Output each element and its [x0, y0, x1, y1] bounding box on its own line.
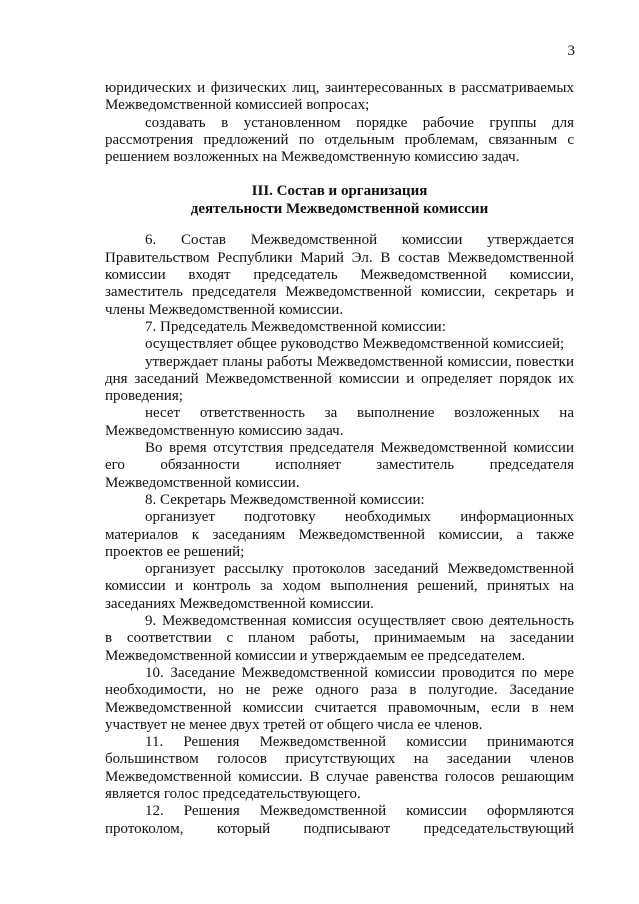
paragraph-clause-9: 9. Межведомственная комиссия осуществляет свою деятельность в соответствии с планом работы, принимаемым на заседании Межведомственной комиссии и утверждаемым ее председателем.: [105, 613, 574, 664]
paragraph: утверждает планы работы Межведомственной комиссии, повестки дня заседаний Межведомственной комиссии и определяет порядок их проведения;: [105, 353, 574, 405]
paragraph-clause-11: 11. Решения Межведомственной комиссии принимаются большинством голосов присутствующих на заседании членов Межведомственной комиссии. В случае равенства голосов решающим является голос председательствующего.: [105, 734, 574, 802]
section-heading-line-2: деятельности Межведомственной комиссии: [190, 201, 489, 218]
paragraph: осуществляет общее руководство Межведомственной комиссией;: [145, 336, 565, 353]
paragraph: организует подготовку необходимых информационных материалов к заседаниям Межведомственной комиссии, а также проектов ее решений;: [105, 509, 574, 560]
section-heading-line-1: III. Состав и организация: [251, 183, 428, 200]
paragraph-clause-10: 10. Заседание Межведомственной комиссии проводится по мере необходимости, но не реже одного раза в полугодие. Заседание Межведомственной комиссии считается правомочным, если в нем участвует не менее двух третей от общего числа ее членов.: [105, 664, 574, 733]
paragraph-clause-8: 8. Секретарь Межведомственной комиссии:: [145, 491, 425, 508]
paragraph: организует рассылку протоколов заседаний Межведомственной комиссии и контроль за ходом выполнения решений, принятых на заседаниях Межведомственной комиссии.: [105, 561, 574, 612]
paragraph-clause-7: 7. Председатель Межведомственной комиссии:: [145, 318, 446, 335]
paragraph-clause-12: 12. Решения Межведомственной комиссии оформляются протоколом, который подписывают председательствующий: [105, 803, 574, 837]
paragraph: несет ответственность за выполнение возложенных на Межведомственную комиссию задач.: [105, 405, 574, 439]
paragraph-clause-6: 6. Состав Межведомственной комиссии утверждается Правительством Республики Марий Эл. В состав Межведомственной комиссии входят председатель Межведомственной комиссии, заместитель председателя Межведомственной комиссии, секретарь и члены Межведомственной комиссии.: [105, 232, 574, 318]
section-heading: [105, 182, 574, 218]
document-body: [105, 80, 574, 838]
paragraph: юридических и физических лиц, заинтересованных в рассматриваемых Межведомственной комиссией вопросах;: [105, 80, 574, 114]
paragraph: Во время отсутствия председателя Межведомственной комиссии его обязанности исполняет заместитель председателя Межведомственной комиссии.: [105, 440, 574, 491]
page-number: 3: [567, 43, 575, 59]
paragraph: создавать в установленном порядке рабочие группы для рассмотрения предложений по отдельным проблемам, связанным с решением возложенных на Межведомственную комиссию задач.: [105, 114, 574, 166]
